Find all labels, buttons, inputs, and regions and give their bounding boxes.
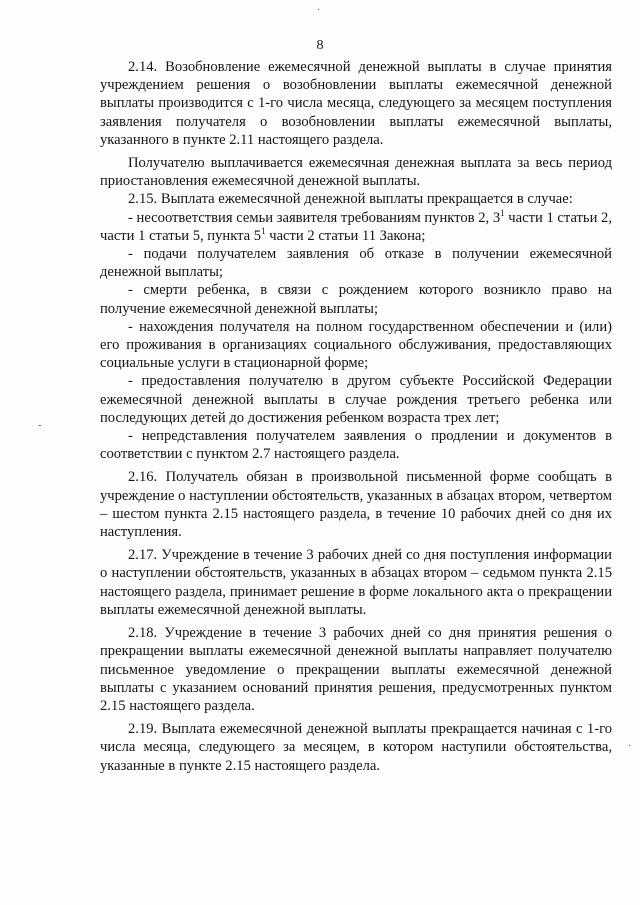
list-item-child-death: - смерти ребенка, в связи с рождением которого возникло право на получение ежемесячной денежной выплаты; (100, 282, 612, 317)
page-number: 8 (316, 38, 324, 53)
list-item-nonconformity-text-b: части 1 статьи 2, части 1 статьи 5, пункта 5 (100, 209, 612, 244)
paragraph-2-15: 2.15. Выплата ежемесячной денежной выплаты прекращается в случае: (128, 191, 573, 208)
scan-speck-top: · (317, 5, 321, 16)
paragraph-payment-period: Получателю выплачивается ежемесячная денежная выплата за весь период приостановления ежемесячной денежной выплаты. (100, 155, 612, 190)
list-item-nonconformity (100, 209, 612, 245)
scan-speck-right: · (628, 741, 632, 752)
list-item-other-region: - предоставления получателю в другом субъекте Российской Федерации ежемесячной денежной выплаты в случае рождения третьего ребенка или последующих детей до достижения ребенком возраста трех лет; (100, 373, 612, 426)
paragraph-2-19: 2.19. Выплата ежемесячной денежной выплаты прекращается начиная с 1-го числа месяца, следующего за месяцем, в котором наступили обстоятельства, указанные в пункте 2.15 настоящего раздела. (100, 721, 612, 774)
scan-speck-left: - (38, 420, 42, 431)
paragraph-2-14: 2.14. Возобновление ежемесячной денежной выплаты в случае принятия учреждением решения о возобновлении выплаты ежемесячной денежной выплаты производится с 1-го числа месяца, следующего за месяцем поступления заявления получателя о возобновлении выплаты ежемесячной выплаты, указанного в пункте 2.11 настоящего раздела. (100, 59, 612, 148)
paragraph-2-18: 2.18. Учреждение в течение 3 рабочих дней со дня принятия решения о прекращении выплаты ежемесячной денежной выплаты направляет получателю письменное уведомление о прекращении выплаты ежемесячной денежной выплаты с указанием оснований принятия решения, предусмотренных пунктом 2.15 настоящего раздела. (100, 625, 612, 714)
document-body (100, 58, 612, 775)
paragraph-2-17: 2.17. Учреждение в течение 3 рабочих дней со дня поступления информации о наступлении обстоятельств, указанных в абзацах втором – седьмом пункта 2.15 настоящего раздела, принимает решение в форме локального акта о прекращении выплаты ежемесячной денежной выплаты. (100, 547, 612, 618)
superscript-2: 1 (261, 225, 266, 236)
list-item-nonconformity-text-a: - несоответствия семьи заявителя требованиям пунктов 2, 3 (128, 209, 501, 226)
superscript-1: 1 (500, 207, 505, 218)
paragraph-2-16: 2.16. Получатель обязан в произвольной письменной форме сообщать в учреждение о наступлении обстоятельств, указанных в абзацах втором, четвертом – шестом пункта 2.15 настоящего раздела, в течение 10 рабочих дней со дня их наступления. (100, 469, 612, 541)
list-item-no-renewal: - непредставления получателем заявления о продлении и документов в соответствии с пунктом 2.7 настоящего раздела. (100, 428, 612, 463)
list-item-nonconformity-text-c: части 2 статьи 11 Закона; (265, 227, 426, 244)
list-item-state-support: - нахождения получателя на полном государственном обеспечении и (или) его проживания в организациях социального обслуживания, предоставляющих социальные услуги в стационарной форме; (100, 318, 612, 372)
list-item-refusal: - подачи получателем заявления об отказе в получении ежемесячной денежной выплаты; (100, 246, 612, 281)
